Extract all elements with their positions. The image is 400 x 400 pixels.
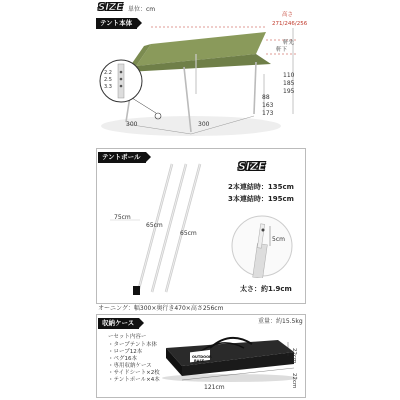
set-item: ・ロープ12本 (108, 349, 143, 355)
weight-spec: 重量：約15.5kg (258, 318, 303, 325)
tent-leg (254, 62, 256, 114)
bag-depth-label: 22cm (291, 373, 297, 389)
pole-highlight (166, 164, 200, 292)
width-left-label: 300 (126, 121, 138, 128)
spec-2-connected: 2本連結時：135cm (228, 183, 294, 191)
pole-length-2: 65cm (146, 222, 163, 229)
low-value: 173 (262, 110, 274, 117)
bag-brand-1: OUTDOOR (192, 355, 212, 359)
low-value: 88 (262, 94, 270, 101)
total-height-label: 高さ (282, 12, 294, 18)
height-value: 110 (283, 72, 295, 79)
bag-height-label: 22cm (291, 348, 297, 364)
height-value: 195 (283, 88, 295, 95)
section-tag-tent: テント本体 (96, 18, 137, 29)
unit-note: 単位：cm (128, 6, 156, 13)
inset-value: 2.2 (104, 70, 112, 76)
pin-length: 5cm (272, 236, 285, 243)
low-value: 163 (262, 102, 274, 109)
size-logo: SIZE (98, 2, 124, 13)
spec-3-connected: 3本連結時：195cm (228, 195, 294, 203)
pin-inset-zoom (230, 214, 294, 278)
height-value: 185 (283, 80, 295, 87)
inset-value: 3.3 (104, 84, 112, 90)
inset-value: 2.5 (104, 77, 112, 83)
set-title: ーセット内容ー (108, 334, 147, 340)
pole-length-3: 65cm (180, 230, 197, 237)
bag-width-label: 121cm (204, 384, 225, 391)
pole-foot (133, 286, 140, 295)
bag-brand-2: BASE (194, 359, 205, 363)
section-tag-case: 収納ケース (98, 318, 139, 329)
set-item: ・タープテント本体 (108, 342, 157, 348)
pole-length-1: 75cm (114, 214, 131, 221)
width-right-label: 300 (198, 121, 210, 128)
size-logo-2: SIZE (238, 160, 266, 173)
eave-label-2: 軒下 (276, 47, 288, 53)
eave-label: 軒先 (283, 40, 295, 46)
set-item: ・専用収納ケース (108, 363, 152, 369)
set-item: ・ペグ16本 (108, 356, 137, 362)
section-tag-pole: テントポール (98, 152, 146, 163)
total-height-values: 271/246/256 (272, 21, 308, 27)
awning-spec: オーニング：幅300×奥行き470×高さ256cm (98, 305, 224, 312)
set-item: ・テントポール×4本 (108, 377, 160, 383)
thickness-spec: 太さ：約1.9cm (240, 285, 292, 293)
set-item: ・サイドシート×2枚 (108, 370, 160, 376)
